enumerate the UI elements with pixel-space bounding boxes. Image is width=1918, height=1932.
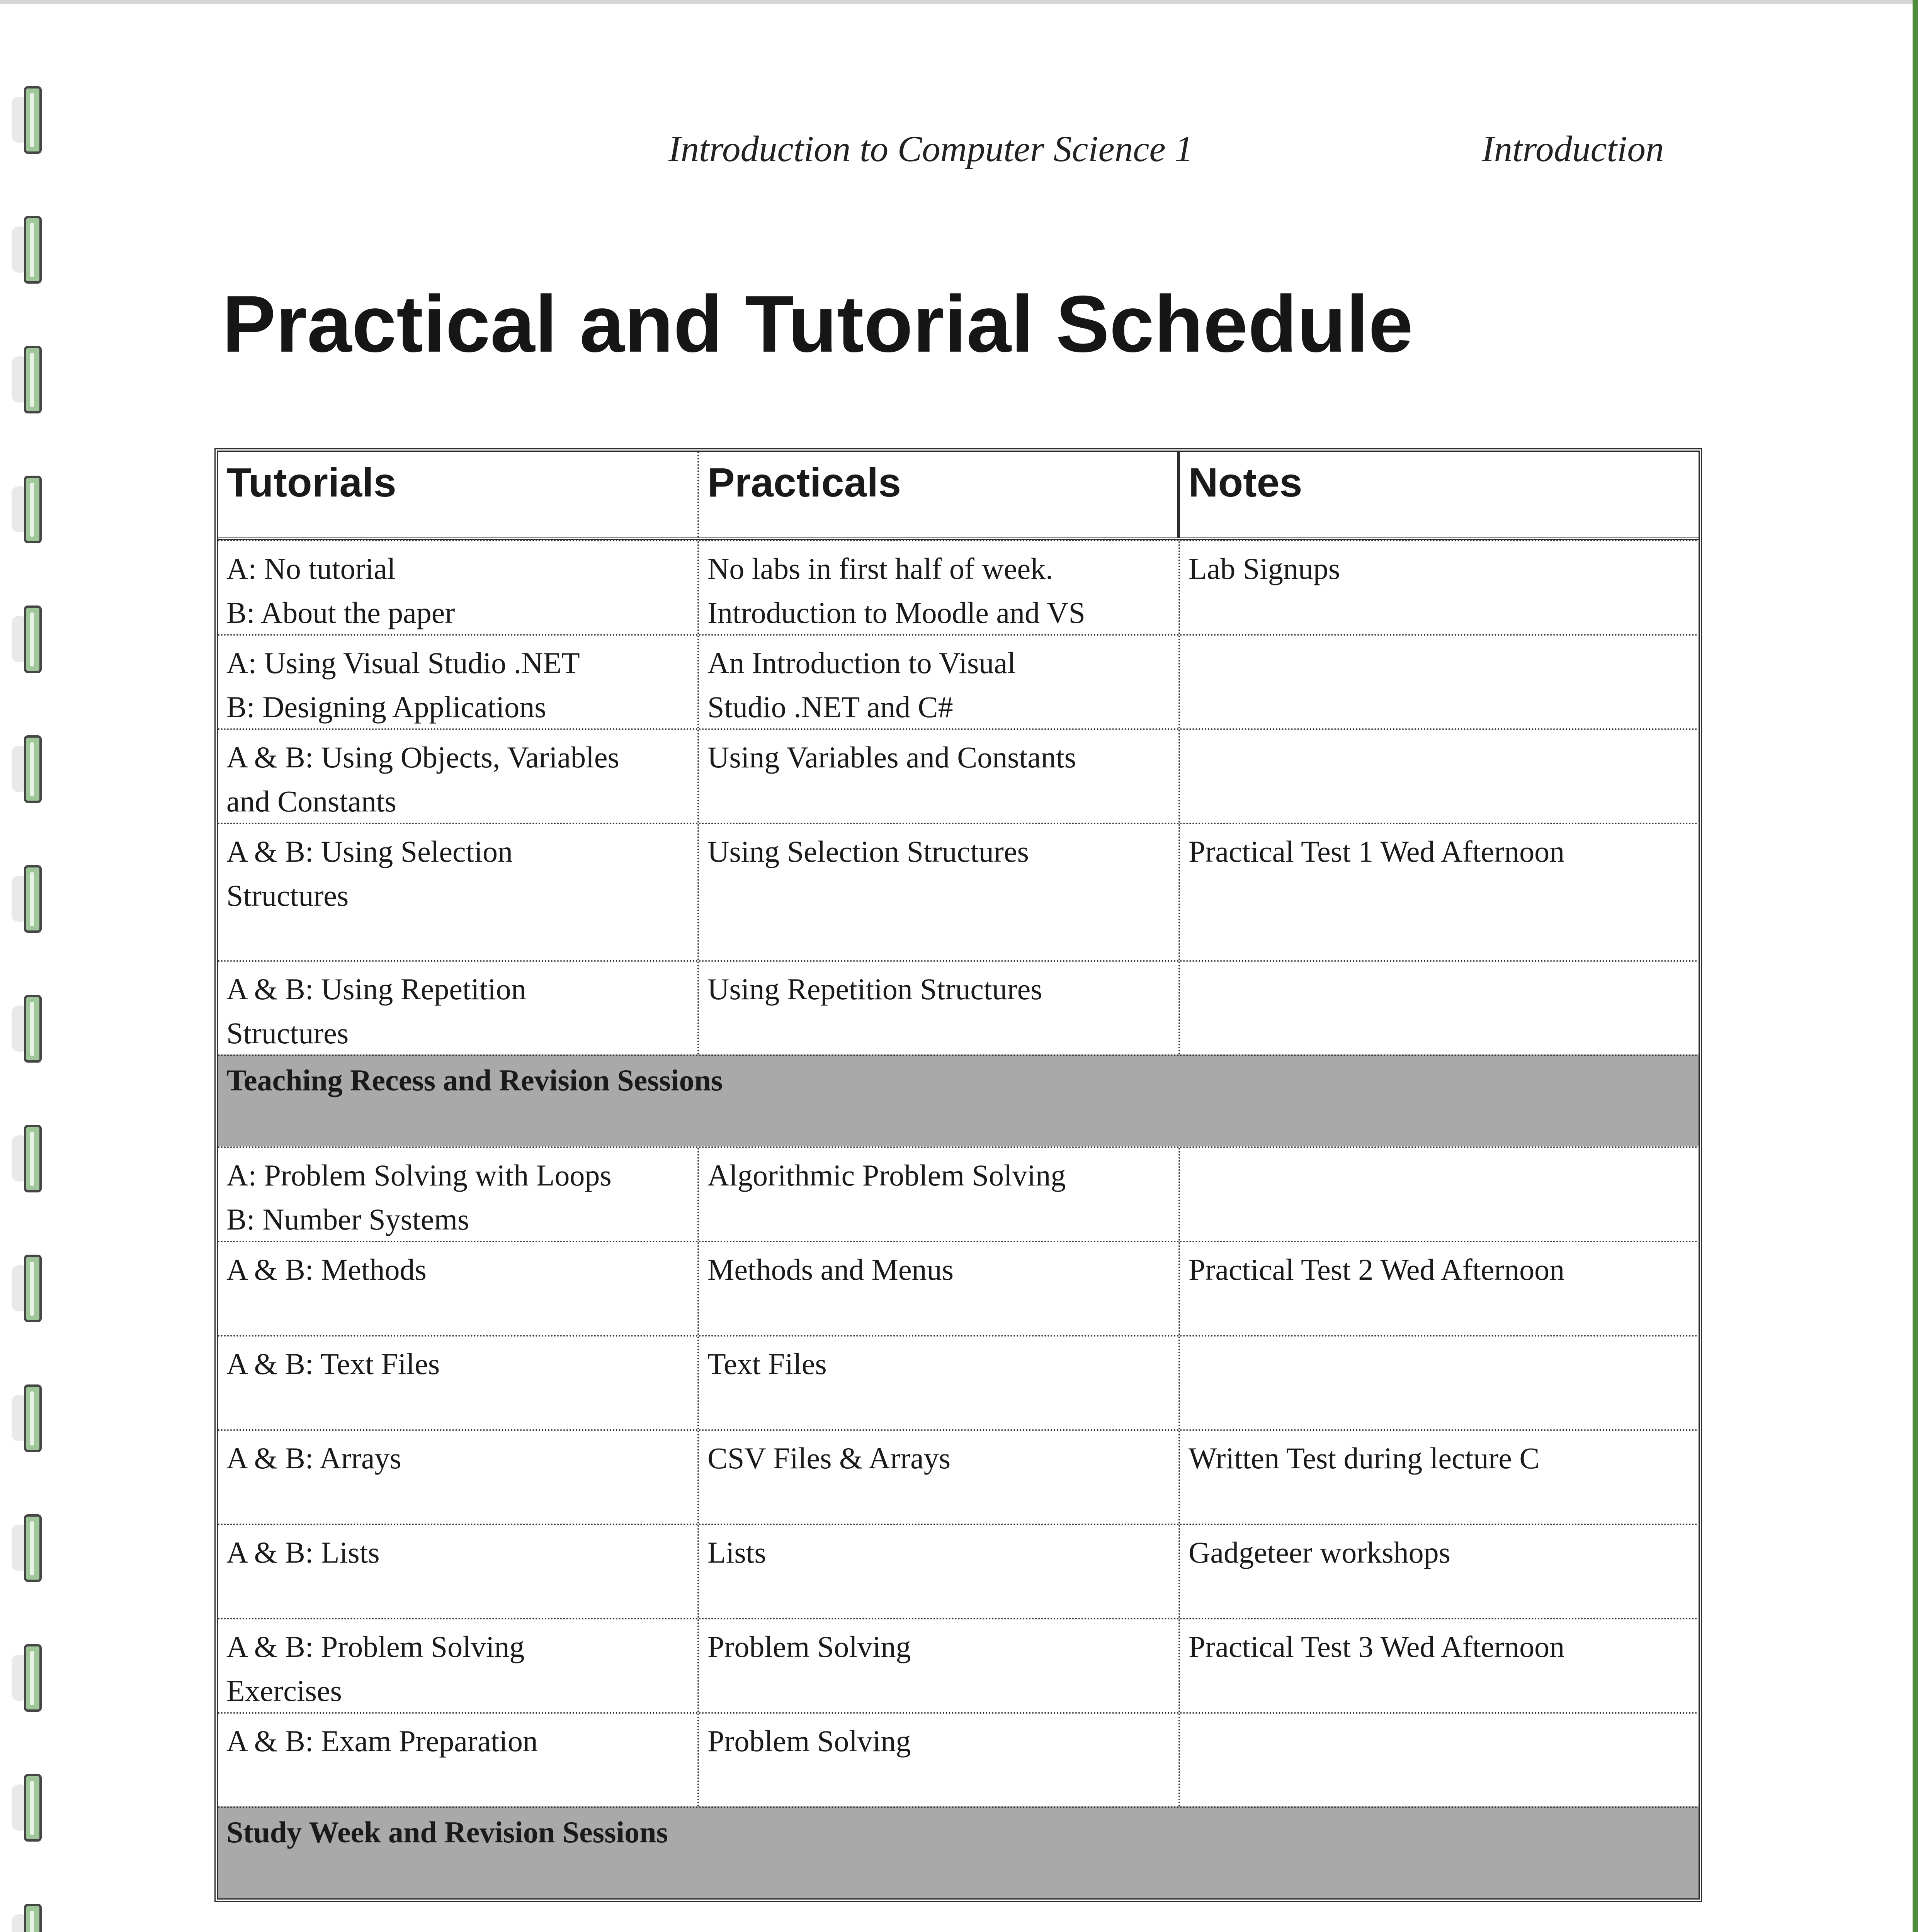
- cell-line: Practical Test 1 Wed Afternoon: [1189, 835, 1565, 868]
- cell-line: Structures: [226, 1016, 349, 1050]
- running-head-right: Introduction: [1482, 128, 1664, 169]
- cell-line: A & B: Using Selection: [226, 835, 513, 868]
- table-row: [218, 634, 1699, 728]
- section-band: Teaching Recess and Revision Sessions: [218, 1054, 1699, 1146]
- cell-notes: [1180, 824, 1699, 960]
- column-header-tutorials: Tutorials: [218, 452, 699, 537]
- binding-coil: [0, 343, 54, 416]
- cell-tutorial: [218, 1148, 699, 1241]
- page-top-edge: [0, 0, 1918, 4]
- binding-coil: [0, 1641, 54, 1714]
- cell-line: A & B: Text Files: [226, 1347, 440, 1381]
- cell-tutorial: [218, 1525, 699, 1618]
- table-row: [218, 1524, 1699, 1618]
- binding-coil: [0, 213, 54, 286]
- cell-line: Exercises: [226, 1674, 342, 1708]
- table-row: [218, 540, 1699, 634]
- cell-line: An Introduction to Visual: [707, 646, 1016, 680]
- binding-coil: [0, 992, 54, 1065]
- cell-practical: [699, 1148, 1180, 1241]
- cell-line: B: Number Systems: [226, 1202, 469, 1236]
- cell-line: Using Selection Structures: [707, 835, 1029, 868]
- cell-line: A: Problem Solving with Loops: [226, 1158, 612, 1192]
- binding-coil: [0, 1381, 54, 1455]
- cell-notes: [1180, 1148, 1699, 1241]
- cell-line: A: Using Visual Studio .NET: [226, 646, 580, 680]
- cell-line: A & B: Problem Solving: [226, 1630, 525, 1663]
- cell-tutorial: [218, 636, 699, 728]
- cell-notes: [1180, 1337, 1699, 1429]
- table-row: [218, 1712, 1699, 1806]
- cell-tutorial: [218, 1242, 699, 1335]
- column-header-notes: Notes: [1189, 460, 1302, 505]
- cell-practical: [699, 541, 1180, 634]
- cell-notes: [1180, 730, 1699, 823]
- cell-line: Problem Solving: [707, 1724, 911, 1758]
- cell-line: Text Files: [707, 1347, 827, 1381]
- cell-line: Using Variables and Constants: [707, 740, 1076, 774]
- binding-coil: [0, 1771, 54, 1844]
- binding-coil: [0, 473, 54, 546]
- cell-line: A & B: Using Objects, Variables: [226, 740, 619, 774]
- cell-line: Written Test during lecture C: [1189, 1441, 1540, 1475]
- cell-tutorial: [218, 962, 699, 1054]
- cell-practical: [699, 636, 1180, 728]
- cell-practical: [699, 1714, 1180, 1806]
- table-row: [218, 960, 1699, 1054]
- cell-line: A & B: Using Repetition: [226, 972, 526, 1006]
- table-row: [218, 823, 1699, 960]
- cell-line: Introduction to Moodle and VS: [707, 596, 1085, 629]
- cell-practical: [699, 824, 1180, 960]
- cell-line: Practical Test 3 Wed Afternoon: [1189, 1630, 1565, 1663]
- table-row: [218, 1241, 1699, 1335]
- cell-tutorial: [218, 730, 699, 823]
- table-row: [218, 728, 1699, 823]
- cell-notes: [1180, 1242, 1699, 1335]
- cell-line: Lists: [707, 1536, 766, 1569]
- binding-coil: [0, 83, 54, 156]
- cell-line: A: No tutorial: [226, 552, 396, 585]
- binding-coil: [0, 732, 54, 806]
- binding-coil: [0, 1252, 54, 1325]
- cell-line: Problem Solving: [707, 1630, 911, 1663]
- cell-practical: [699, 1525, 1180, 1618]
- cell-tutorial: [218, 1337, 699, 1429]
- cell-line: Lab Signups: [1189, 552, 1340, 585]
- table-row: [218, 1335, 1699, 1429]
- cell-line: Methods and Menus: [707, 1253, 954, 1286]
- cell-line: and Constants: [226, 784, 396, 818]
- cell-line: B: Designing Applications: [226, 690, 546, 724]
- cell-practical: [699, 730, 1180, 823]
- table-row: [218, 1618, 1699, 1712]
- cell-tutorial: [218, 1431, 699, 1524]
- cell-practical: [699, 962, 1180, 1054]
- cell-line: A & B: Exam Preparation: [226, 1724, 538, 1758]
- cell-line: B: About the paper: [226, 596, 455, 629]
- cell-practical: [699, 1242, 1180, 1335]
- binding-coil: [0, 1511, 54, 1585]
- cell-line: No labs in first half of week.: [707, 552, 1053, 585]
- page-binding-edge: [1913, 0, 1918, 1932]
- schedule-table: [214, 448, 1702, 1902]
- binding-coil: [0, 862, 54, 935]
- cell-notes: [1180, 1525, 1699, 1618]
- table-row: [218, 1429, 1699, 1524]
- cell-line: Practical Test 2 Wed Afternoon: [1189, 1253, 1565, 1286]
- cell-line: Gadgeteer workshops: [1189, 1536, 1450, 1569]
- cell-line: A & B: Lists: [226, 1536, 380, 1569]
- cell-notes: [1180, 636, 1699, 728]
- section-band: Study Week and Revision Sessions: [218, 1806, 1699, 1898]
- cell-notes: [1180, 962, 1699, 1054]
- cell-tutorial: [218, 1619, 699, 1712]
- table-header-row: [218, 452, 1699, 540]
- cell-line: A & B: Methods: [226, 1253, 427, 1286]
- cell-practical: [699, 1337, 1180, 1429]
- cell-tutorial: [218, 824, 699, 960]
- cell-notes: [1180, 1431, 1699, 1524]
- cell-tutorial: [218, 541, 699, 634]
- cell-line: Structures: [226, 879, 349, 912]
- cell-line: CSV Files & Arrays: [707, 1441, 951, 1475]
- spiral-binding: [0, 0, 58, 1932]
- binding-coil: [0, 1122, 54, 1195]
- cell-line: Algorithmic Problem Solving: [707, 1158, 1066, 1192]
- binding-coil: [0, 1901, 54, 1932]
- cell-line: A & B: Arrays: [226, 1441, 401, 1475]
- cell-notes: [1180, 1714, 1699, 1806]
- column-header-practicals: Practicals: [699, 452, 1180, 537]
- table-row: [218, 1146, 1699, 1241]
- page-title: Practical and Tutorial Schedule: [222, 279, 1413, 369]
- binding-coil: [0, 602, 54, 676]
- cell-notes: [1180, 1619, 1699, 1712]
- running-head-left: Introduction to Computer Science 1: [668, 128, 1193, 169]
- cell-practical: [699, 1431, 1180, 1524]
- cell-line: Using Repetition Structures: [707, 972, 1042, 1006]
- cell-tutorial: [218, 1714, 699, 1806]
- cell-practical: [699, 1619, 1180, 1712]
- cell-notes: [1180, 541, 1699, 634]
- cell-line: Studio .NET and C#: [707, 690, 953, 724]
